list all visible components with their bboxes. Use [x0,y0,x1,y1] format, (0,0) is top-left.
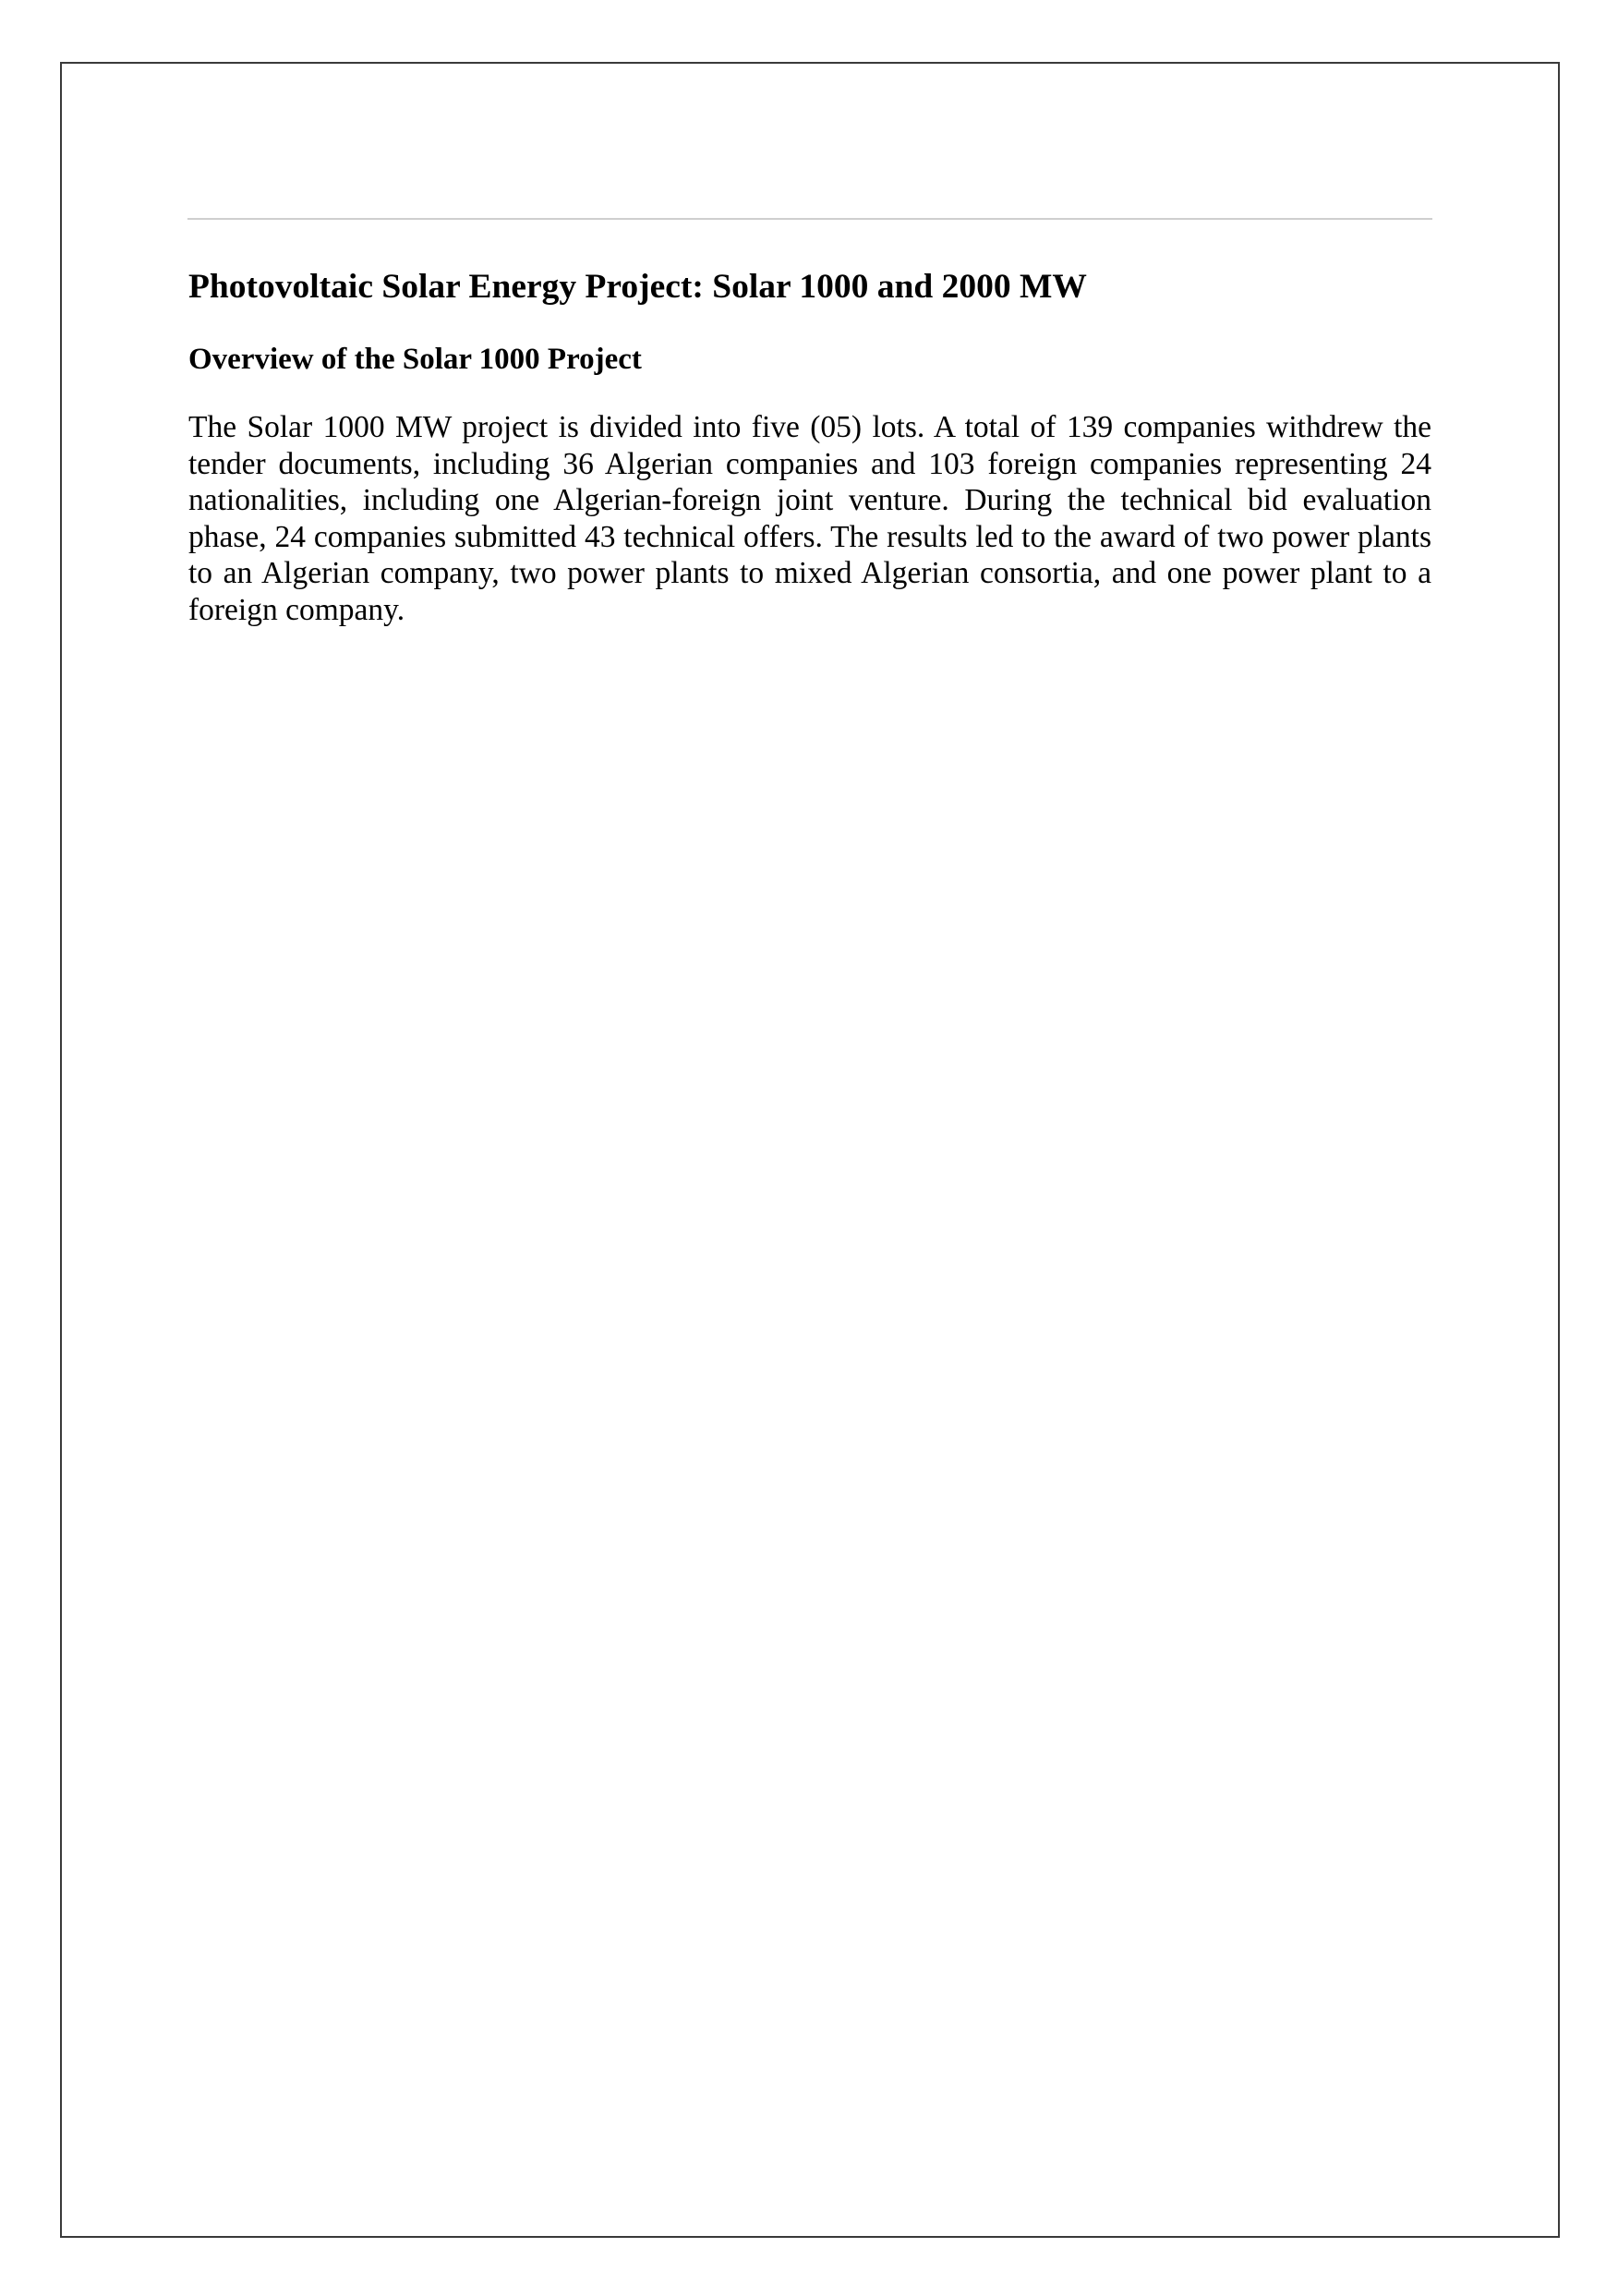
header-divider [187,218,1432,220]
section-paragraph: The Solar 1000 MW project is divided into five (05) lots. A total of 139 companies withdrew the tender documents, including 36 Algerian companies and 103 foreign companies representing 24 nationalities, including one Algerian-foreign joint venture. During the technical bid evaluation phase, 24 companies submitted 43 technical offers. The results led to the award of two power plants to an Algerian company, two power plants to mixed Algerian consortia, and one power plant to a foreign company. [188,410,1431,627]
document-body [188,218,1431,628]
section-heading-overview: Overview of the Solar 1000 Project [188,343,642,376]
document-title: Photovoltaic Solar Energy Project: Solar 1000 and 2000 MW [188,268,1087,306]
